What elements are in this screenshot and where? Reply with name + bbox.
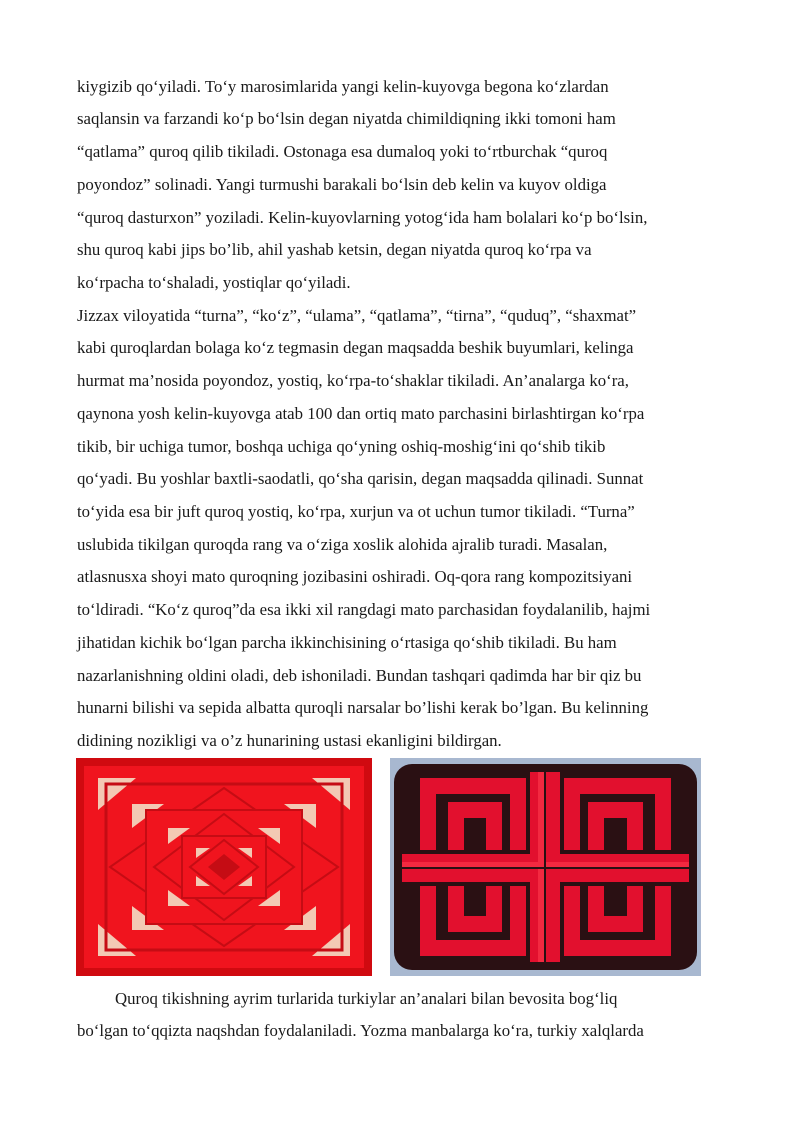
text-line: uslubida tikilgan quroqda rang va o‘ziga xoslik alohida ajralib turadi. Masalan, [77, 535, 608, 554]
text-line: to‘yida esa bir juft quroq yostiq, ko‘rpa, xurjun va ot uchun tumor tikiladi. “Turna” [77, 502, 635, 521]
text-line: to‘ldiradi. “Ko‘z quroq”da esa ikki xil rangdagi mato parchasidan foydalanilib, hajmi [77, 600, 651, 619]
text-line: ko‘rpacha to‘shaladi, yostiqlar qo‘yiladi. [77, 273, 351, 292]
text-line: “qatlama” quroq qilib tikiladi. Ostonaga esa dumaloq yoki to‘rtburchak “quroq [77, 142, 608, 161]
text-line: atlasnusxa shoyi mato quroqning jozibasini oshiradi. Oq-qora rang kompozitsiyani [77, 567, 633, 586]
text-line: “quroq dasturxon” yoziladi. Kelin-kuyovlarning yotog‘ida ham bolalari ko‘p bo‘lsin, [77, 208, 648, 227]
red-patchwork-graphic [76, 758, 372, 976]
text-line: hunarni bilishi va sepida albatta quroqli narsalar bo’lishi kerak bo’lgan. Bu kelinning [77, 698, 649, 717]
red-quroq-patchwork-image [76, 758, 372, 976]
black-red-quroq-pillow-image [390, 758, 701, 976]
text-line: bo‘lgan to‘qqizta naqshdan foydalaniladi. Yozma manbalarga ko‘ra, turkiy xalqlarda [77, 1021, 644, 1040]
text-line: kabi quroqlardan bolaga ko‘z tegmasin degan maqsadda beshik buyumlari, kelinga [77, 338, 634, 357]
text-line: jihatidan kichik bo‘lgan parcha ikkinchisining o‘rtasiga qo‘shib tikiladi. Bu ham [77, 633, 617, 652]
text-line: poyondoz” solinadi. Yangi turmushi barakali bo‘lsin deb kelin va kuyov oldiga [77, 175, 607, 194]
text-line: tikib, bir uchiga tumor, boshqa uchiga qo‘yning oshiq-moshig‘ini qo‘shib tikib [77, 437, 606, 456]
text-line: saqlansin va farzandi ko‘p bo‘lsin degan niyatda chimildiqning ikki tomoni ham [77, 109, 616, 128]
text-line: shu quroq kabi jips bo’lib, ahil yashab ketsin, degan niyatda quroq ko‘rpa va [77, 240, 592, 259]
pillow-graphic [390, 758, 701, 976]
text-line: kiygizib qo‘yiladi. To‘y marosimlarida yangi kelin-kuyovga begona ko‘zlardan [77, 77, 609, 96]
text-line: qaynona yosh kelin-kuyovga atab 100 dan ortiq mato parchasini birlashtirgan ko‘rpa [77, 404, 645, 423]
text-line: hurmat ma’nosida poyondoz, yostiq, ko‘rpa-to‘shaklar tikiladi. An’analarga ko‘ra, [77, 371, 629, 390]
text-line: didining nozikligi va o’z hunarining ustasi ekanligini bildirgan. [77, 731, 502, 750]
text-line: Jizzax viloyatida “turna”, “ko‘z”, “ulama”, “qatlama”, “tirna”, “quduq”, “shaxmat” [77, 306, 637, 325]
text-line: Quroq tikishning ayrim turlarida turkiylar an’analari bilan bevosita bog‘liq [115, 989, 618, 1008]
text-line: nazarlanishning oldini oladi, deb ishoniladi. Bundan tashqari qadimda har bir qiz bu [77, 666, 642, 685]
text-line: qo‘yadi. Bu yoshlar baxtli-saodatli, qo‘sha qarisin, degan maqsadda qilinadi. Sunnat [77, 469, 644, 488]
